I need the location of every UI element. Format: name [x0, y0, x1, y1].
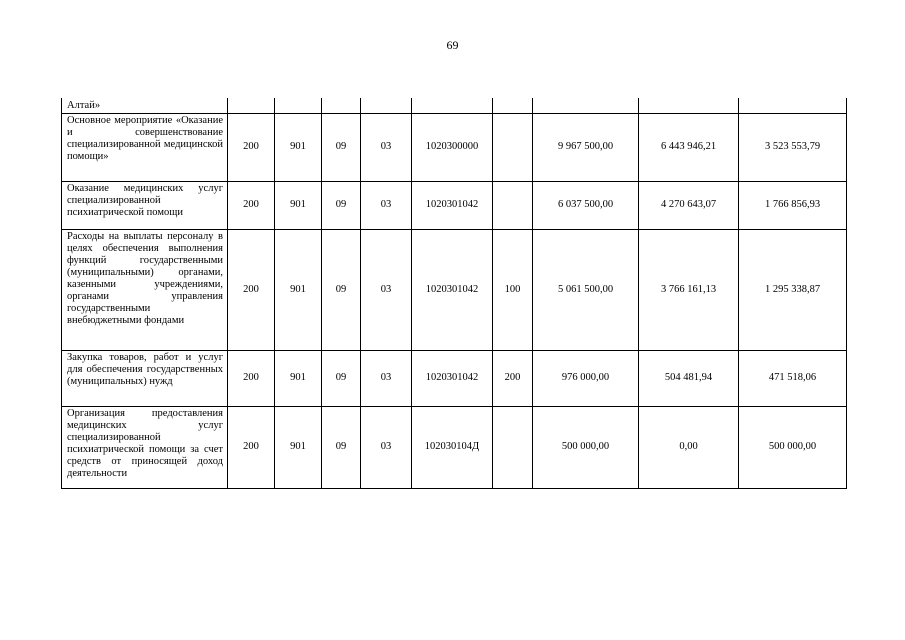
code-cell [412, 98, 493, 113]
row-name-cell: Организация предоставления медицинских услуг специализированной психиатрической помощи за счет средств от приносящей доход деятельности [62, 406, 228, 488]
budget-table [61, 98, 847, 489]
code-cell: 200 [228, 406, 275, 488]
amount-cell: 1 766 856,93 [739, 181, 847, 229]
code-cell: 1020301042 [412, 229, 493, 350]
code-cell: 03 [361, 181, 412, 229]
table-row [62, 350, 847, 406]
row-name-cell: Расходы на выплаты персоналу в целях обеспечения выполнения функций государственными (муниципальными) органами, казенными учреждениями, органами управления государственными внебюджетными фондами [62, 229, 228, 350]
amount-cell: 0,00 [639, 406, 739, 488]
table-row [62, 98, 847, 113]
code-cell: 200 [228, 350, 275, 406]
code-cell: 09 [322, 406, 361, 488]
code-cell: 901 [275, 181, 322, 229]
code-cell: 09 [322, 229, 361, 350]
code-cell [322, 98, 361, 113]
amount-cell: 6 037 500,00 [533, 181, 639, 229]
table-row [62, 181, 847, 229]
code-cell [493, 181, 533, 229]
code-cell: 901 [275, 350, 322, 406]
code-cell: 102030104Д [412, 406, 493, 488]
row-name-cell: Основное мероприятие «Оказание и совершенствование специализированной медицинской помощи» [62, 113, 228, 181]
amount-cell: 3 766 161,13 [639, 229, 739, 350]
code-cell: 1020301042 [412, 181, 493, 229]
row-name-cell: Оказание медицинских услуг специализированной психиатрической помощи [62, 181, 228, 229]
table-row [62, 229, 847, 350]
amount-cell: 976 000,00 [533, 350, 639, 406]
amount-cell: 1 295 338,87 [739, 229, 847, 350]
amount-cell: 6 443 946,21 [639, 113, 739, 181]
code-cell: 09 [322, 181, 361, 229]
amount-cell: 5 061 500,00 [533, 229, 639, 350]
table-row [62, 113, 847, 181]
page-number: 69 [446, 38, 459, 52]
amount-cell [739, 98, 847, 113]
amount-cell: 9 967 500,00 [533, 113, 639, 181]
code-cell: 901 [275, 229, 322, 350]
code-cell: 09 [322, 113, 361, 181]
code-cell: 03 [361, 406, 412, 488]
code-cell: 901 [275, 406, 322, 488]
amount-cell: 4 270 643,07 [639, 181, 739, 229]
code-cell: 200 [228, 181, 275, 229]
code-cell: 200 [228, 113, 275, 181]
code-cell: 1020300000 [412, 113, 493, 181]
code-cell [275, 98, 322, 113]
code-cell: 901 [275, 113, 322, 181]
code-cell: 1020301042 [412, 350, 493, 406]
code-cell [493, 113, 533, 181]
amount-cell: 500 000,00 [533, 406, 639, 488]
amount-cell [533, 98, 639, 113]
code-cell: 09 [322, 350, 361, 406]
code-cell: 03 [361, 350, 412, 406]
amount-cell [639, 98, 739, 113]
code-cell: 100 [493, 229, 533, 350]
code-cell: 200 [228, 229, 275, 350]
code-cell [228, 98, 275, 113]
row-name-cell: Закупка товаров, работ и услуг для обеспечения государственных (муниципальных) нужд [62, 350, 228, 406]
amount-cell: 471 518,06 [739, 350, 847, 406]
row-name-cell: Алтай» [62, 98, 228, 113]
code-cell: 03 [361, 113, 412, 181]
code-cell [493, 98, 533, 113]
code-cell [493, 406, 533, 488]
amount-cell: 3 523 553,79 [739, 113, 847, 181]
code-cell [361, 98, 412, 113]
table-row [62, 406, 847, 488]
amount-cell: 500 000,00 [739, 406, 847, 488]
amount-cell: 504 481,94 [639, 350, 739, 406]
code-cell: 03 [361, 229, 412, 350]
code-cell: 200 [493, 350, 533, 406]
